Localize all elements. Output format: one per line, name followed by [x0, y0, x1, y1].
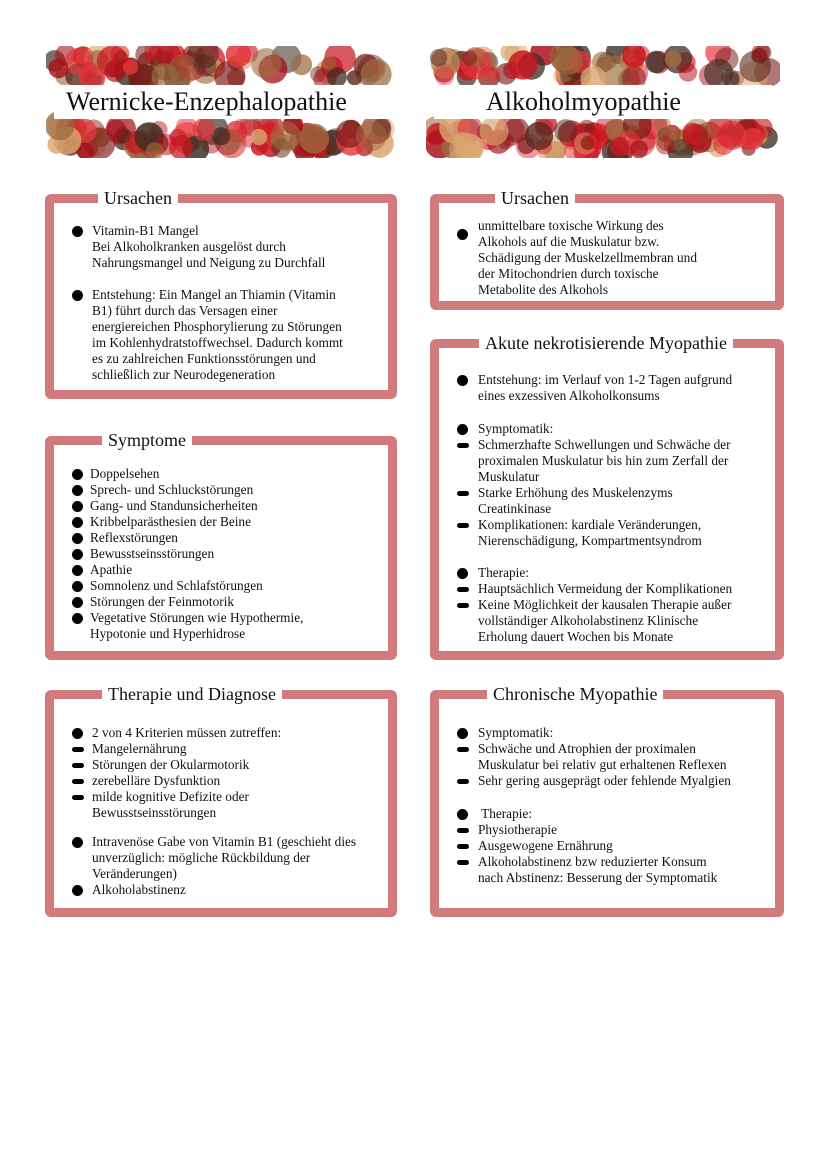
section-symptome — [45, 430, 397, 660]
text-line: Hauptsächlich Vermeidung der Komplikationen — [478, 581, 733, 596]
banner-alkoholmyopathie — [426, 46, 780, 158]
text-line: Vegetative Störungen wie Hypothermie, — [90, 610, 304, 625]
bullet-icon — [457, 809, 468, 820]
bullet-icon — [72, 885, 83, 896]
section-therapie-diagnose — [45, 684, 397, 917]
bullet-icon — [72, 613, 83, 624]
text-line: nach Abstinenz: Besserung der Symptomatik — [478, 870, 718, 885]
decorative-dot — [554, 119, 577, 142]
text-line: Komplikationen: kardiale Veränderungen, — [478, 517, 702, 532]
bullet-icon — [72, 485, 83, 496]
text-line: Hypotonie und Hyperhidrose — [90, 626, 246, 641]
decorative-dot — [428, 131, 442, 145]
bullet-icon — [72, 469, 83, 480]
section-ursachen-right — [430, 188, 784, 310]
decorative-dot — [525, 122, 553, 150]
bullet-icon — [457, 375, 468, 386]
text-line: milde kognitive Defizite oder — [92, 789, 249, 804]
text-line: vollständiger Alkoholabstinenz Klinische — [478, 613, 699, 628]
text-line: Erholung dauert Wochen bis Monate — [478, 629, 674, 644]
bullet-icon — [72, 728, 83, 739]
decorative-dot — [665, 51, 682, 68]
decorative-dot — [480, 117, 509, 146]
text-line: Symptomatik: — [478, 421, 554, 436]
text-line: energiereichen Phosphorylierung zu Störungen — [92, 319, 342, 334]
decorative-dot — [291, 54, 312, 75]
decorative-dot — [610, 137, 629, 156]
text-line: Entstehung: Ein Mangel an Thiamin (Vitamin — [92, 287, 336, 302]
text-line: Apathie — [90, 562, 133, 577]
text-line: zerebelläre Dysfunktion — [92, 773, 221, 788]
bullet-icon — [72, 597, 83, 608]
text-line: Doppelsehen — [90, 466, 160, 481]
dash-icon — [457, 747, 469, 752]
decorative-dot — [251, 48, 282, 79]
bullet-icon — [457, 229, 468, 240]
section-content — [439, 699, 775, 908]
dash-icon — [457, 779, 469, 784]
decorative-dot — [656, 136, 675, 155]
text-line: Symptomatik: — [478, 725, 554, 740]
decorative-dot — [168, 54, 198, 84]
section-content — [439, 348, 775, 651]
section-ursachen-left — [45, 188, 397, 399]
text-line: Alkohols auf die Muskulatur bzw. — [478, 234, 660, 249]
text-line: Sprech- und Schluckstörungen — [90, 482, 254, 497]
page-title-wernicke: Wernicke-Enzephalopathie — [54, 85, 392, 119]
text-line: Entstehung: im Verlauf von 1-2 Tagen aufgrund — [478, 372, 733, 387]
page-title-alkoholmyopathie: Alkoholmyopathie — [434, 85, 772, 119]
section-label: Chronische Myopathie — [487, 683, 663, 705]
text-line: Kribbelparästhesien der Beine — [90, 514, 251, 529]
decorative-dot — [682, 123, 703, 144]
decorative-dot — [508, 50, 537, 79]
text-line: Muskulatur bei relativ gut erhaltenen Reflexen — [478, 757, 727, 772]
decorative-dot — [742, 128, 764, 150]
decorative-dot — [299, 124, 329, 154]
decorative-dot — [194, 54, 217, 77]
decorative-dot — [234, 118, 252, 136]
dash-icon — [457, 491, 469, 496]
dash-icon — [457, 860, 469, 865]
dash-icon — [457, 828, 469, 833]
text-line: 2 von 4 Kriterien müssen zutreffen: — [92, 725, 282, 740]
text-line: Vitamin-B1 Mangel — [92, 223, 199, 238]
dash-icon — [72, 747, 84, 752]
decorative-dot — [49, 58, 69, 78]
bullet-icon — [457, 424, 468, 435]
text-line: proximalen Muskulatur bis hin zum Zerfall der — [478, 453, 729, 468]
section-content — [54, 445, 388, 651]
text-line: Alkoholabstinenz — [92, 882, 186, 897]
banner-wernicke — [46, 46, 400, 158]
section-content — [439, 203, 775, 301]
text-line: Nierenschädigung, Kompartmentsyndrom — [478, 533, 702, 548]
decorative-dot — [588, 129, 609, 150]
bullet-icon — [72, 501, 83, 512]
dash-icon — [457, 443, 469, 448]
bullet-icon — [72, 533, 83, 544]
bullet-icon — [72, 290, 83, 301]
text-line: schließlich zur Neurodegeneration — [92, 367, 276, 382]
bullet-icon — [457, 728, 468, 739]
bullet-icon — [72, 581, 83, 592]
decorative-dot — [453, 132, 473, 152]
decorative-dot — [430, 49, 447, 66]
text-line: Gang- und Standunsicherheiten — [90, 498, 258, 513]
text-line: Mangelernährung — [92, 741, 187, 756]
decorative-dot — [251, 129, 267, 145]
text-line: Physiotherapie — [478, 822, 558, 837]
section-content — [54, 699, 388, 908]
text-line: Nahrungsmangel und Neigung zu Durchfall — [92, 255, 326, 270]
text-line: Schwäche und Atrophien der proximalen — [478, 741, 696, 756]
decorative-dot — [322, 56, 337, 71]
text-line: Schmerzhafte Schwellungen und Schwäche der — [478, 437, 731, 452]
decorative-dot — [630, 140, 648, 158]
bullet-icon — [72, 565, 83, 576]
text-line: Bewusstseinsstörungen — [90, 546, 215, 561]
text-line: Therapie: — [478, 565, 529, 580]
text-line: Störungen der Okularmotorik — [92, 757, 250, 772]
text-line: Somnolenz und Schlafstörungen — [90, 578, 263, 593]
section-label: Symptome — [102, 429, 192, 451]
bullet-icon — [72, 837, 83, 848]
text-line: Sehr gering ausgeprägt oder fehlende Myalgien — [478, 773, 731, 788]
decorative-dot — [107, 120, 127, 140]
dash-icon — [457, 587, 469, 592]
text-line: es zu zahlreichen Funktionsstörungen und — [92, 351, 316, 366]
section-label: Ursachen — [495, 187, 575, 209]
section-akute-myopathie — [430, 333, 784, 660]
text-line: im Kohlenhydratstoffwechsel. Dadurch kommt — [92, 335, 343, 350]
section-chronische-myopathie — [430, 684, 784, 917]
bullet-icon — [457, 568, 468, 579]
dash-icon — [457, 844, 469, 849]
text-line: Creatinkinase — [478, 501, 552, 516]
text-line: unmittelbare toxische Wirkung des — [478, 218, 664, 233]
text-line: eines exzessiven Alkoholkonsums — [478, 388, 660, 403]
dash-icon — [72, 763, 84, 768]
decorative-dot — [271, 121, 301, 151]
text-line: Metabolite des Alkohols — [478, 282, 609, 297]
decorative-dot — [679, 63, 698, 82]
text-line: Keine Möglichkeit der kausalen Therapie außer — [478, 597, 732, 612]
bullet-icon — [72, 226, 83, 237]
text-line: Bei Alkoholkranken ausgelöst durch — [92, 239, 286, 254]
bullet-icon — [72, 517, 83, 528]
text-line: B1) führt durch das Versagen einer — [92, 303, 278, 318]
decorative-dot — [556, 47, 583, 74]
dash-icon — [457, 603, 469, 608]
dash-icon — [457, 523, 469, 528]
section-label: Therapie und Diagnose — [102, 683, 282, 705]
decorative-dot — [65, 48, 93, 76]
text-line: Reflexstörungen — [90, 530, 178, 545]
bullet-icon — [72, 549, 83, 560]
text-line: unverzüglich: mögliche Rückbildung der — [92, 850, 311, 865]
text-line: Veränderungen) — [92, 866, 177, 881]
text-line: Schädigung der Muskelzellmembran und — [478, 250, 697, 265]
decorative-dot — [462, 51, 477, 66]
text-line: der Mitochondrien durch toxische — [478, 266, 659, 281]
decorative-dot — [435, 67, 454, 86]
text-line: Therapie: — [478, 806, 533, 821]
decorative-dot — [717, 121, 746, 150]
text-line: Muskulatur — [478, 469, 540, 484]
text-line: Störungen der Feinmotorik — [90, 594, 235, 609]
section-content — [54, 203, 388, 390]
decorative-dot — [356, 121, 387, 152]
text-line: Starke Erhöhung des Muskelenzyms — [478, 485, 673, 500]
text-line: Bewusstseinsstörungen — [92, 805, 217, 820]
dash-icon — [72, 779, 84, 784]
section-label: Ursachen — [98, 187, 178, 209]
section-label: Akute nekrotisierende Myopathie — [479, 332, 733, 354]
text-line: Ausgewogene Ernährung — [478, 838, 613, 853]
dash-icon — [72, 795, 84, 800]
text-line: Alkoholabstinenz bzw reduzierter Konsum — [478, 854, 707, 869]
text-line: Intravenöse Gabe von Vitamin B1 (geschieht dies — [92, 834, 357, 849]
